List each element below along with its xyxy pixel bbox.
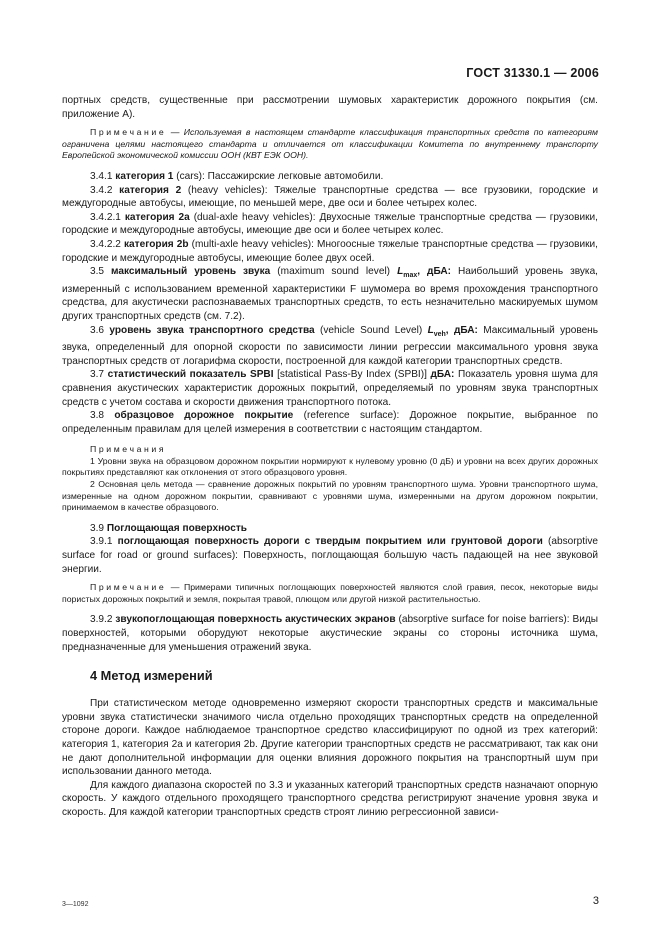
clause-3-6: 3.6 уровень звука транспортного средства (vehicle Sound Level) $L_{veh}$, дБА: Максимальный уровень звука, определенный для опорной скорости по зависимости линии регрессии максимального уровня звука транспортных средств от логарифма скорости, построенной для каждой категории транспортных средств.	[62, 324, 599, 367]
note-text: — Примерами типичных поглощающих поверхностей являются слой гравия, песок, некоторые виды пористых дорожных покрытий и земля, покрытая травой, плющом или другой низкой растительностью.	[62, 582, 598, 604]
term: категория 1	[115, 170, 174, 182]
symbol-subscript: veh	[433, 330, 446, 338]
symbol-subscript: max	[403, 272, 418, 280]
term: звукопоглощающая поверхность акустических экранов	[115, 614, 396, 626]
note-text: — Используемая в настоящем стандарте классификация транспортных средств по категориям ограничена целями настоящего стандарта и отличается от классификации Комитета по внутреннему транспорту Европейской экономической комиссии ООН (КВТ ЕЭК ООН).	[62, 127, 598, 161]
clause-3-4-2: 3.4.2 категория 2 (heavy vehicles): Тяжелые транспортные средства — все грузовики, городские и междугородные автобусы, имеющие, по меньшей мере, две оси и более четырех колес.	[62, 184, 598, 210]
clause-3-9-2: 3.9.2 звукопоглощающая поверхность акустических экранов (absorptive surface for noise barriers): Виды поверхностей, которыми оборудуют некоторые акустические экраны со стороны источника шума, предназначенные для уменьшения отражений звука.	[62, 614, 598, 653]
term: категория 2b	[123, 238, 189, 250]
print-code: 3—1092	[62, 901, 89, 908]
note-classification	[62, 127, 598, 162]
symbol: L	[397, 266, 404, 278]
clause-3-7: 3.7 статистический показатель SPBI [statistical Pass-By Index (SPBI)] дБА: Показатель уровня шума для сравнения акустических характеристик дорожных покрытий, определяемый по уровням звука транспортных средств с учетом состава и скорости движения транспортного потока.	[62, 369, 599, 408]
term: категория 2	[119, 184, 182, 196]
note-2: 2 Основная цель метода — сравнение дорожных покрытий по уровням транспортного шума. Уровни транспортного шума, измеренные на одном дорожном покрытии, сравнивают с уровнями шума, измеренными на другом дорожном покрытии, принимаемом в качестве образцового.	[62, 479, 598, 513]
note-label: Примечание	[90, 582, 167, 593]
note-label: Примечание	[90, 127, 167, 138]
clause-3-5: 3.5 максимальный уровень звука (maximum sound level) $L_{max}$, дБА: Наибольший уровень звука, измеренный с использованием временной характеристики F шумомера во время прохождения транспортного средства, для акустически распознаваемых транспортных средств, то есть незначительно маскируемых шумом других транспортных средств (см. 7.2).	[62, 266, 598, 322]
clause-3-9-1: 3.9.1 поглощающая поверхность дороги с твердым покрытием или грунтовой дороги (absorptive surface for road or ground surfaces): Поверхность, поглощающая большую часть падающей на нее звуковой энергии.	[62, 536, 598, 575]
note-1: 1 Уровни звука на образцовом дорожном покрытии нормируют к нулевому уровню (0 дБ) и уровни на всех других дорожных покрытиях представляют как отклонения от этого образцового уровня.	[62, 455, 598, 478]
clause-3-4-1: 3.4.1 категория 1 (cars): Пассажирские легковые автомобили.	[90, 170, 384, 182]
symbol: L	[427, 324, 434, 336]
clause-3-8: 3.8 образцовое дорожное покрытие (reference surface): Дорожное покрытие, выбранное по определенным правилам для целей измерения в соответствии с настоящим стандартом.	[62, 410, 598, 435]
term: категория 2а	[124, 211, 190, 223]
section-title: 4 Метод измерений	[90, 668, 213, 684]
term: образцовое дорожное покрытие	[114, 410, 294, 422]
term: поглощающая поверхность дороги с твердым покрытием или грунтовой дороги	[117, 536, 543, 548]
clause-3-9: 3.9 Поглощающая поверхность	[90, 522, 247, 534]
page-number: 3	[592, 895, 599, 907]
notes-heading: Примечания	[90, 444, 167, 455]
method-paragraph-1: При статистическом методе одновременно измеряют скорости транспортных средств и максимальные уровни звука статистически значимого числа отдельно проходящих транспортных средств на определенной стороне дороги. Каждое наблюдаемое транспортное средство классифицируют по одной из трех категорий: категория 1, категория 2а и категория 2b. Другие категории транспортных средств не рассматривают, так как они не дают дополнительной информации для оценки влияния дорожного покрытия на транспортный шум при использовании данного метода.	[62, 698, 598, 778]
term: максимальный уровень звука	[111, 266, 271, 278]
clause-3-4-2-1: 3.4.2.1 категория 2а (dual-axle heavy vehicles): Двухосные тяжелые транспортные средства — грузовики, городские и междугородные автобусы, имеющие две оси и более четырех колес.	[62, 211, 598, 237]
intro-paragraph: портных средств, существенные при рассмотрении шумовых характеристик дорожного покрытия (см. приложение А).	[62, 95, 598, 120]
term: Поглощающая поверхность	[106, 522, 247, 534]
term: статистический показатель SPBI	[107, 369, 274, 381]
note-absorptive	[62, 582, 598, 605]
method-paragraph-2: Для каждого диапазона скоростей по 3.3 и указанных категорий транспортных средств назначают опорную скорость. У каждого отдельного проходящего транспортного средства регистрируют значение уровня звука и скорость. Для каждой категории транспортных средств строят линию регрессионной зависи-	[62, 779, 598, 818]
page-content	[62, 94, 598, 820]
standard-header: ГОСТ 31330.1 — 2006	[466, 66, 599, 80]
clause-3-4-2-2: 3.4.2.2 категория 2b (multi-axle heavy vehicles): Многоосные тяжелые транспортные средства — грузовики, городские и междугородные автобусы, имеющие более двух осей.	[62, 238, 598, 264]
term: уровень звука транспортного средства	[109, 324, 315, 336]
